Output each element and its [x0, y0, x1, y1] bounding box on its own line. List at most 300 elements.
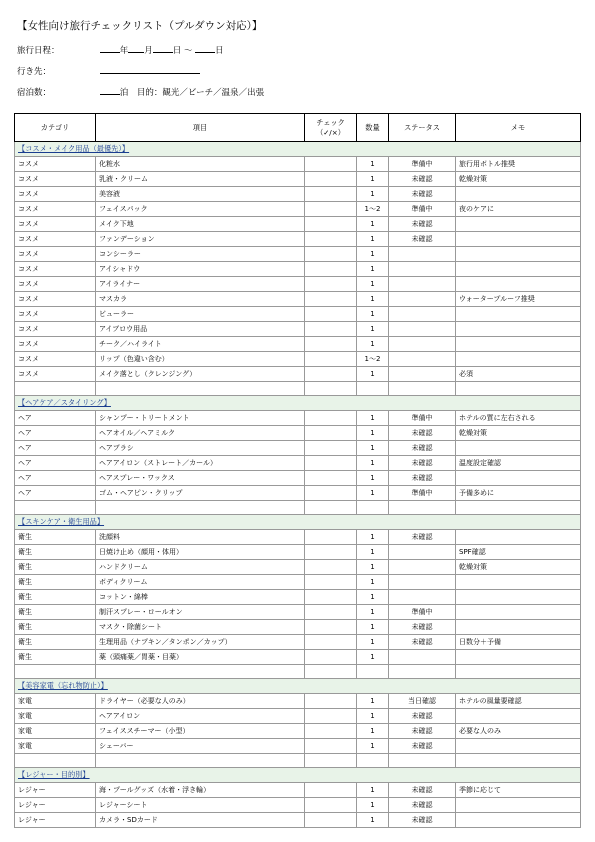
check-cell[interactable] — [305, 292, 357, 307]
status-cell[interactable] — [389, 247, 456, 262]
check-cell[interactable] — [305, 456, 357, 471]
memo-cell[interactable] — [456, 217, 581, 232]
quantity-cell[interactable]: 1 — [357, 172, 389, 187]
quantity-cell[interactable]: 1 — [357, 605, 389, 620]
memo-cell[interactable] — [456, 307, 581, 322]
col-memo: メモ — [456, 114, 581, 142]
quantity-cell[interactable]: 1 — [357, 337, 389, 352]
section-header-cell — [15, 142, 581, 157]
blank-row — [15, 501, 581, 515]
section-header-cell — [15, 396, 581, 411]
check-cell[interactable] — [305, 575, 357, 590]
status-cell[interactable]: 未確認 — [389, 456, 456, 471]
category-cell: コスメ — [15, 187, 96, 202]
item-cell: ボディクリーム — [96, 575, 305, 590]
check-cell[interactable] — [305, 367, 357, 382]
section-title: 【コスメ・メイク用品（最優先）】 — [18, 144, 130, 153]
page-title: 【女性向け旅行チェックリスト（プルダウン対応）】 — [17, 20, 263, 32]
check-cell[interactable] — [305, 247, 357, 262]
status-cell[interactable] — [389, 367, 456, 382]
quantity-cell[interactable]: 1 — [357, 471, 389, 486]
status-cell[interactable]: 未確認 — [389, 620, 456, 635]
blank-cell — [96, 754, 305, 768]
status-cell[interactable]: 未確認 — [389, 709, 456, 724]
category-cell: コスメ — [15, 322, 96, 337]
quantity-cell[interactable]: 1 — [357, 694, 389, 709]
quantity-cell[interactable]: 1 — [357, 187, 389, 202]
memo-cell[interactable] — [456, 247, 581, 262]
blank-cell — [357, 501, 389, 515]
checklist-table — [14, 113, 581, 828]
status-cell[interactable]: 未確認 — [389, 783, 456, 798]
nights-label: 宿泊数： — [17, 88, 52, 98]
status-cell[interactable]: 準備中 — [389, 202, 456, 217]
memo-cell[interactable]: 日数分＋予備 — [456, 635, 581, 650]
category-cell: コスメ — [15, 307, 96, 322]
category-cell: ヘア — [15, 471, 96, 486]
end-day-field[interactable] — [195, 43, 215, 53]
table-row — [15, 798, 581, 813]
section-title: 【レジャー・目的別】 — [18, 770, 90, 779]
item-cell: 乳液・クリーム — [96, 172, 305, 187]
quantity-cell[interactable]: 1 — [357, 307, 389, 322]
item-cell: 日焼け止め（顔用・体用） — [96, 545, 305, 560]
memo-cell[interactable] — [456, 187, 581, 202]
table-row — [15, 605, 581, 620]
memo-cell[interactable] — [456, 322, 581, 337]
blank-cell — [456, 665, 581, 679]
quantity-cell[interactable]: 1 — [357, 277, 389, 292]
memo-cell[interactable]: 必要な人のみ — [456, 724, 581, 739]
quantity-cell[interactable]: 1 — [357, 798, 389, 813]
table-row — [15, 262, 581, 277]
check-cell[interactable] — [305, 650, 357, 665]
memo-cell[interactable] — [456, 813, 581, 828]
check-cell[interactable] — [305, 709, 357, 724]
status-cell[interactable]: 未確認 — [389, 471, 456, 486]
table-row — [15, 277, 581, 292]
quantity-cell[interactable]: 1 — [357, 813, 389, 828]
table-row — [15, 292, 581, 307]
table-row — [15, 411, 581, 426]
memo-cell[interactable]: 予備多めに — [456, 486, 581, 501]
item-cell: ドライヤー（必要な人のみ） — [96, 694, 305, 709]
table-row — [15, 187, 581, 202]
memo-cell[interactable] — [456, 739, 581, 754]
item-cell: リップ（色違い含む） — [96, 352, 305, 367]
category-cell: コスメ — [15, 217, 96, 232]
memo-cell[interactable] — [456, 530, 581, 545]
memo-cell[interactable] — [456, 709, 581, 724]
blank-cell — [15, 501, 96, 515]
quantity-cell[interactable]: 1 — [357, 232, 389, 247]
destination-label: 行き先： — [17, 67, 52, 77]
status-cell[interactable] — [389, 575, 456, 590]
blank-cell — [389, 665, 456, 679]
item-cell: 海・プールグッズ（水着・浮き輪） — [96, 783, 305, 798]
check-cell[interactable] — [305, 322, 357, 337]
item-cell: マスク・除菌シート — [96, 620, 305, 635]
check-cell[interactable] — [305, 232, 357, 247]
check-cell[interactable] — [305, 590, 357, 605]
quantity-cell[interactable]: 1 — [357, 620, 389, 635]
check-cell[interactable] — [305, 620, 357, 635]
check-cell[interactable] — [305, 187, 357, 202]
category-cell: 衛生 — [15, 635, 96, 650]
item-cell: シェーバー — [96, 739, 305, 754]
memo-cell[interactable] — [456, 798, 581, 813]
table-row — [15, 367, 581, 382]
table-row — [15, 709, 581, 724]
memo-cell[interactable] — [456, 337, 581, 352]
quantity-cell[interactable]: 1 — [357, 530, 389, 545]
status-cell[interactable]: 未確認 — [389, 441, 456, 456]
item-cell: メイク下地 — [96, 217, 305, 232]
status-cell[interactable] — [389, 337, 456, 352]
check-cell[interactable] — [305, 530, 357, 545]
item-cell: ハンドクリーム — [96, 560, 305, 575]
header-row — [15, 114, 581, 142]
status-cell[interactable]: 未確認 — [389, 798, 456, 813]
memo-cell[interactable]: ホテルの質に左右される — [456, 411, 581, 426]
quantity-cell[interactable]: 1 — [357, 441, 389, 456]
check-cell[interactable] — [305, 202, 357, 217]
status-cell[interactable] — [389, 650, 456, 665]
item-cell: シャンプー・トリートメント — [96, 411, 305, 426]
check-cell[interactable] — [305, 635, 357, 650]
col-status: ステータス — [389, 114, 456, 142]
table-row — [15, 426, 581, 441]
check-cell[interactable] — [305, 486, 357, 501]
table-row — [15, 307, 581, 322]
blank-cell — [389, 754, 456, 768]
check-cell[interactable] — [305, 277, 357, 292]
check-cell[interactable] — [305, 217, 357, 232]
blank-cell — [389, 501, 456, 515]
item-cell: コットン・綿棒 — [96, 590, 305, 605]
section-title: 【ヘアケア／スタイリング】 — [18, 398, 111, 407]
status-cell[interactable] — [389, 322, 456, 337]
quantity-cell[interactable]: 1 — [357, 783, 389, 798]
table-row — [15, 157, 581, 172]
blank-row — [15, 665, 581, 679]
item-cell: メイク落とし（クレンジング） — [96, 367, 305, 382]
blank-cell — [15, 382, 96, 396]
memo-cell[interactable] — [456, 605, 581, 620]
day-field[interactable] — [153, 43, 173, 53]
memo-cell[interactable]: 夜のケアに — [456, 202, 581, 217]
item-cell: 生理用品（ナプキン／タンポン／カップ） — [96, 635, 305, 650]
quantity-cell[interactable]: 1 — [357, 635, 389, 650]
purpose-text: 目的：観光／ビーチ／温泉／出張 — [136, 88, 265, 98]
blank-cell — [305, 754, 357, 768]
quantity-cell[interactable]: 1 — [357, 322, 389, 337]
blank-cell — [456, 501, 581, 515]
check-cell[interactable] — [305, 262, 357, 277]
memo-cell[interactable]: 乾燥対策 — [456, 172, 581, 187]
year-field[interactable] — [100, 43, 120, 53]
col-category: カテゴリ — [15, 114, 96, 142]
blank-cell — [305, 382, 357, 396]
memo-cell[interactable] — [456, 590, 581, 605]
quantity-cell[interactable]: 1 — [357, 545, 389, 560]
table-row — [15, 202, 581, 217]
memo-cell[interactable] — [456, 650, 581, 665]
check-cell[interactable] — [305, 560, 357, 575]
quantity-cell[interactable]: 1 — [357, 292, 389, 307]
schedule-label: 旅行日程： — [17, 46, 60, 56]
status-cell[interactable] — [389, 545, 456, 560]
blank-cell — [15, 754, 96, 768]
status-cell[interactable]: 未確認 — [389, 530, 456, 545]
table-row — [15, 783, 581, 798]
year-label: 年 — [119, 46, 129, 56]
status-cell[interactable]: 未確認 — [389, 635, 456, 650]
category-cell: コスメ — [15, 337, 96, 352]
memo-cell[interactable]: 温度設定確認 — [456, 456, 581, 471]
category-cell: レジャー — [15, 813, 96, 828]
memo-cell[interactable] — [456, 352, 581, 367]
category-cell: コスメ — [15, 247, 96, 262]
category-cell: ヘア — [15, 456, 96, 471]
quantity-cell[interactable]: 1 — [357, 247, 389, 262]
blank-cell — [389, 382, 456, 396]
nights-unit: 泊 — [119, 88, 129, 98]
category-cell: 衛生 — [15, 560, 96, 575]
quantity-cell[interactable]: 1 — [357, 217, 389, 232]
check-cell[interactable] — [305, 724, 357, 739]
memo-cell[interactable]: 季節に応じて — [456, 783, 581, 798]
category-cell: レジャー — [15, 783, 96, 798]
check-cell[interactable] — [305, 172, 357, 187]
category-cell: ヘア — [15, 441, 96, 456]
blank-cell — [96, 665, 305, 679]
end-day-label: 日 — [215, 46, 224, 56]
memo-cell[interactable] — [456, 262, 581, 277]
category-cell: 衛生 — [15, 530, 96, 545]
quantity-cell[interactable]: 1 — [357, 560, 389, 575]
item-cell: 洗顔料 — [96, 530, 305, 545]
destination-field[interactable] — [100, 64, 200, 74]
quantity-cell[interactable]: 1 — [357, 411, 389, 426]
quantity-cell[interactable]: 1～2 — [357, 352, 389, 367]
item-cell: フェイスパック — [96, 202, 305, 217]
quantity-cell[interactable]: 1 — [357, 157, 389, 172]
memo-cell[interactable]: 乾燥対策 — [456, 426, 581, 441]
table-row — [15, 456, 581, 471]
category-cell: ヘア — [15, 426, 96, 441]
category-cell: 衛生 — [15, 620, 96, 635]
status-cell[interactable]: 準備中 — [389, 411, 456, 426]
col-item: 項目 — [96, 114, 305, 142]
item-cell: コンシーラー — [96, 247, 305, 262]
status-cell[interactable]: 未確認 — [389, 187, 456, 202]
memo-cell[interactable]: 乾燥対策 — [456, 560, 581, 575]
table-row — [15, 471, 581, 486]
check-cell[interactable] — [305, 337, 357, 352]
status-cell[interactable]: 未確認 — [389, 232, 456, 247]
quantity-cell[interactable]: 1～2 — [357, 202, 389, 217]
status-cell[interactable] — [389, 352, 456, 367]
status-cell[interactable]: 当日確認 — [389, 694, 456, 709]
blank-row — [15, 754, 581, 768]
memo-cell[interactable]: 旅行用ボトル推奨 — [456, 157, 581, 172]
item-cell: レジャーシート — [96, 798, 305, 813]
table-row — [15, 545, 581, 560]
table-row — [15, 724, 581, 739]
quantity-cell[interactable]: 1 — [357, 456, 389, 471]
item-cell: 制汗スプレー・ロールオン — [96, 605, 305, 620]
quantity-cell[interactable]: 1 — [357, 426, 389, 441]
category-cell: コスメ — [15, 202, 96, 217]
range-tilde: ～ — [183, 46, 193, 56]
item-cell: アイシャドウ — [96, 262, 305, 277]
month-field[interactable] — [128, 43, 144, 53]
memo-cell[interactable] — [456, 277, 581, 292]
memo-cell[interactable] — [456, 471, 581, 486]
blank-cell — [96, 501, 305, 515]
blank-cell — [357, 382, 389, 396]
quantity-cell[interactable]: 1 — [357, 724, 389, 739]
section-title: 【スキンケア・衛生用品】 — [18, 517, 105, 526]
check-cell[interactable] — [305, 798, 357, 813]
memo-cell[interactable]: ウォータープルーフ推奨 — [456, 292, 581, 307]
category-cell: ヘア — [15, 411, 96, 426]
memo-cell[interactable] — [456, 620, 581, 635]
destination-row — [17, 64, 200, 77]
item-cell: ヘアブラシ — [96, 441, 305, 456]
blank-cell — [357, 754, 389, 768]
memo-cell[interactable]: ホテルの風量要確認 — [456, 694, 581, 709]
item-cell: カメラ・SDカード — [96, 813, 305, 828]
status-cell[interactable]: 未確認 — [389, 739, 456, 754]
category-cell: コスメ — [15, 292, 96, 307]
memo-cell[interactable] — [456, 441, 581, 456]
blank-cell — [357, 665, 389, 679]
quantity-cell[interactable]: 1 — [357, 709, 389, 724]
category-cell: レジャー — [15, 798, 96, 813]
table-row — [15, 352, 581, 367]
quantity-cell[interactable]: 1 — [357, 739, 389, 754]
check-cell[interactable] — [305, 441, 357, 456]
section-header-row — [15, 396, 581, 411]
category-cell: 家電 — [15, 724, 96, 739]
memo-cell[interactable]: SPF確認 — [456, 545, 581, 560]
check-cell[interactable] — [305, 783, 357, 798]
status-cell[interactable]: 準備中 — [389, 486, 456, 501]
category-cell: 家電 — [15, 709, 96, 724]
check-cell[interactable] — [305, 352, 357, 367]
item-cell: 化粧水 — [96, 157, 305, 172]
table-row — [15, 620, 581, 635]
section-header-row — [15, 515, 581, 530]
quantity-cell[interactable]: 1 — [357, 590, 389, 605]
col-check-label: チェック （✓/×） — [316, 117, 345, 137]
status-cell[interactable] — [389, 560, 456, 575]
table-row — [15, 337, 581, 352]
blank-cell — [456, 382, 581, 396]
blank-row — [15, 382, 581, 396]
item-cell: ファンデーション — [96, 232, 305, 247]
status-cell[interactable]: 準備中 — [389, 605, 456, 620]
category-cell: 家電 — [15, 694, 96, 709]
table-row — [15, 694, 581, 709]
quantity-cell[interactable]: 1 — [357, 262, 389, 277]
check-cell[interactable] — [305, 605, 357, 620]
status-cell[interactable]: 未確認 — [389, 172, 456, 187]
check-cell[interactable] — [305, 545, 357, 560]
nights-field[interactable] — [100, 85, 120, 95]
item-cell: ビューラー — [96, 307, 305, 322]
check-cell[interactable] — [305, 157, 357, 172]
check-cell[interactable] — [305, 411, 357, 426]
section-header-row — [15, 768, 581, 783]
status-cell[interactable]: 準備中 — [389, 157, 456, 172]
blank-cell — [305, 501, 357, 515]
item-cell: ヘアオイル／ヘアミルク — [96, 426, 305, 441]
check-cell[interactable] — [305, 739, 357, 754]
item-cell: 薬（頭痛薬／胃薬・目薬） — [96, 650, 305, 665]
status-cell[interactable] — [389, 590, 456, 605]
table-row — [15, 650, 581, 665]
status-cell[interactable]: 未確認 — [389, 217, 456, 232]
quantity-cell[interactable]: 1 — [357, 367, 389, 382]
status-cell[interactable] — [389, 262, 456, 277]
nights-row — [17, 85, 264, 98]
status-cell[interactable]: 未確認 — [389, 426, 456, 441]
table-row — [15, 560, 581, 575]
month-label: 月 — [144, 46, 153, 56]
check-cell[interactable] — [305, 813, 357, 828]
memo-cell[interactable] — [456, 232, 581, 247]
item-cell: ヘアスプレー・ワックス — [96, 471, 305, 486]
category-cell: 衛生 — [15, 575, 96, 590]
table-row — [15, 813, 581, 828]
item-cell: ゴム・ヘアピン・クリップ — [96, 486, 305, 501]
status-cell[interactable]: 未確認 — [389, 724, 456, 739]
section-header-cell — [15, 679, 581, 694]
check-cell[interactable] — [305, 307, 357, 322]
table-row — [15, 739, 581, 754]
item-cell: マスカラ — [96, 292, 305, 307]
status-cell[interactable] — [389, 277, 456, 292]
check-cell[interactable] — [305, 426, 357, 441]
quantity-cell[interactable]: 1 — [357, 575, 389, 590]
memo-cell[interactable] — [456, 575, 581, 590]
section-header-cell — [15, 768, 581, 783]
table-row — [15, 441, 581, 456]
quantity-cell[interactable]: 1 — [357, 486, 389, 501]
status-cell[interactable] — [389, 307, 456, 322]
table-row — [15, 232, 581, 247]
category-cell: 衛生 — [15, 605, 96, 620]
table-row — [15, 635, 581, 650]
category-cell: 衛生 — [15, 590, 96, 605]
check-cell[interactable] — [305, 471, 357, 486]
memo-cell[interactable]: 必須 — [456, 367, 581, 382]
schedule-row — [17, 43, 224, 56]
category-cell: コスメ — [15, 232, 96, 247]
status-cell[interactable]: 未確認 — [389, 813, 456, 828]
quantity-cell[interactable]: 1 — [357, 650, 389, 665]
check-cell[interactable] — [305, 694, 357, 709]
status-cell[interactable] — [389, 292, 456, 307]
category-cell: ヘア — [15, 486, 96, 501]
blank-cell — [15, 665, 96, 679]
table-row — [15, 247, 581, 262]
item-cell: フェイススチーマー（小型） — [96, 724, 305, 739]
category-cell: コスメ — [15, 367, 96, 382]
